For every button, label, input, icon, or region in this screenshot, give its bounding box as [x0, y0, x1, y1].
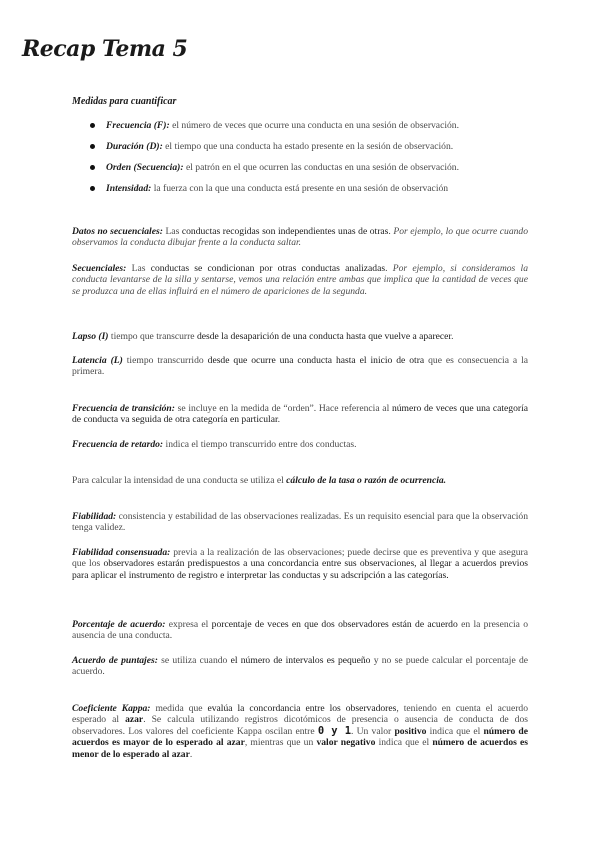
paragraph-fiabilidad-consensuada: Fiabilidad consensuada: previa a la realización de las observaciones; puede decirse que es preventiva y que asegura que los observadores estarán predispuestos a una concordancia entre sus observaciones, al llegar a acuerdos previos para aplicar el instrumento de registro e interpretar las conductas y su adscripción a las categorías.: [72, 547, 528, 581]
bullet-icon: [90, 165, 95, 170]
paragraph-fiabilidad: Fiabilidad: consistencia y estabilidad de las observaciones realizadas. Es un requisito esencial para que la observación tenga validez.: [72, 511, 528, 534]
page-title: Recap Tema 5: [22, 36, 188, 62]
paragraph-datos-no-secuenciales: Datos no secuenciales: Las conductas recogidas son independientes unas de otras. Por ejemplo, lo que ocurre cuando observamos la conducta dibujar frente a la conducta saltar.: [72, 226, 529, 249]
paragraph-porcentaje-acuerdo: Porcentaje de acuerdo: expresa el porcentaje de veces en que dos observadores están de acuerdo en la presencia o ausencia de una conducta.: [72, 619, 529, 642]
list-item: Frecuencia (F): el número de veces que ocurre una conducta en una sesión de observación.: [90, 120, 540, 141]
bullet-icon: [90, 123, 95, 128]
list-item: Duración (D): el tiempo que una conducta ha estado presente en la sesión de observación.: [90, 141, 540, 162]
paragraph-secuenciales: Secuenciales: Las conductas se condicionan por otras conductas analizadas. Por ejemplo, si consideramos la conducta levantarse de la silla y sentarse, vemos una relación entre ambas que implica que la cantidad de veces que se produzca una de ellas influirá en el número de apariciones de la segunda.: [72, 263, 528, 297]
paragraph-intensidad-calculo: Para calcular la intensidad de una conducta se utiliza el cálculo de la tasa o razón de ocurrencia.: [72, 475, 447, 486]
paragraph-acuerdo-puntajes: Acuerdo de puntajes: se utiliza cuando el número de intervalos es pequeño y no se puede calcular el porcentaje de acuerdo.: [72, 655, 529, 678]
list-item: Intensidad: la fuerza con la que una conducta está presente en una sesión de observación: [90, 183, 540, 204]
paragraph-coeficiente-kappa: Coeficiente Kappa: medida que evalúa la concordancia entre los observadores, teniendo en cuenta el acuerdo esperado al azar. Se calcula utilizando registros dicotómicos de presencia o ausencia de conducta de dos observadores. Los valores del coeficiente Kappa oscilan entre 0 y 1. Un valor positivo indica que el número de acuerdos es mayor de lo esperado al azar, mientras que un valor negativo indica que el número de acuerdos es menor de lo esperado al azar.: [72, 703, 529, 760]
paragraph-frecuencia-retardo: Frecuencia de retardo: indica el tiempo transcurrido entre dos conductas.: [72, 439, 357, 450]
bullet-icon: [90, 144, 95, 149]
list-item: Orden (Secuencia): el patrón en el que ocurren las conductas en una sesión de observación.: [90, 162, 540, 183]
measures-list: [90, 120, 540, 204]
paragraph-latencia: Latencia (L) tiempo transcurrido desde que ocurre una conducta hasta el inicio de otra que es consecuencia a la primera.: [72, 355, 528, 378]
paragraph-lapso: Lapso (I) tiempo que transcurre desde la desaparición de una conducta hasta que vuelve a aparecer.: [72, 331, 454, 342]
bullet-icon: [90, 186, 95, 191]
paragraph-frecuencia-transicion: Frecuencia de transición: se incluye en la medida de “orden”. Hace referencia al número de veces que una categoría de conducta va seguida de otra categoría en particular.: [72, 403, 529, 426]
section-subheading: Medidas para cuantificar: [72, 96, 177, 107]
